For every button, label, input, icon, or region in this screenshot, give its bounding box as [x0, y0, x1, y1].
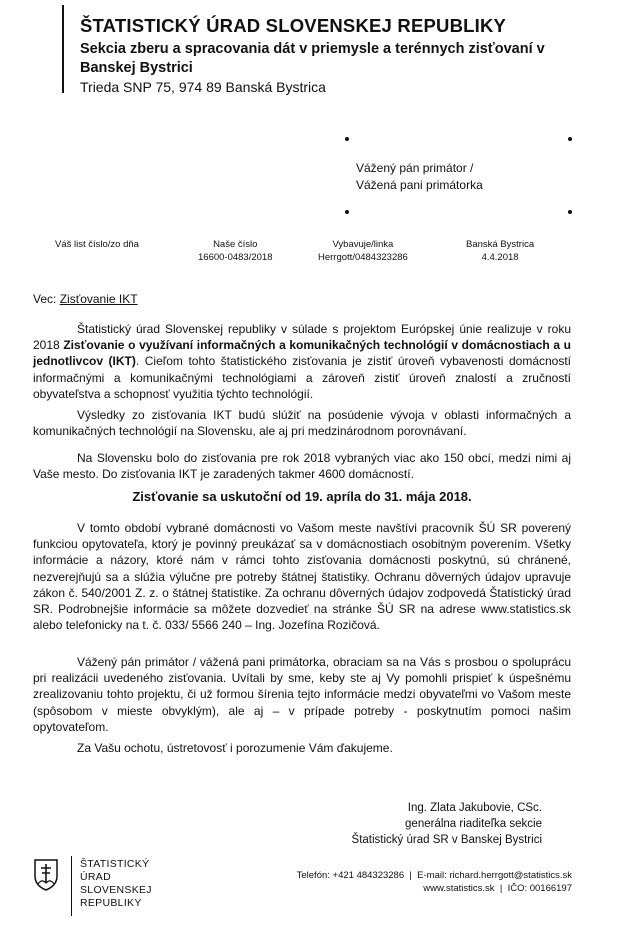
footer-web[interactable]: www.statistics.sk: [423, 883, 495, 894]
subject-line: [33, 292, 138, 306]
ref-our-number-value: 16600-0483/2018: [198, 252, 273, 263]
signature-name: Ing. Zlata Jakubovie, CSc.: [407, 802, 542, 814]
org-title: ŠTATISTICKÝ ÚRAD SLOVENSKEJ REPUBLIKY: [80, 15, 507, 36]
footer-phone: Telefón: +421 484323286: [296, 870, 405, 881]
paragraph-2: Výsledky zo zisťovania IKT budú slúžiť na posúdenie vývoja v oblasti informačných a komunikačných technológií na Slovensku, ale aj pri medzinárodnom porovnávaní.: [33, 408, 571, 439]
org-section: Sekcia zberu a spracovania dát v priemysle a terénnych zisťovaní v Banskej Bystrici: [80, 41, 545, 76]
logo-line-2: ÚRAD: [80, 871, 111, 883]
slovak-coat-of-arms-icon: [33, 858, 59, 892]
paragraph-1-survey-name: Zisťovanie o využívaní informačných a komunikačných technológií v domácnostiach a u jednotlivcov (IKT): [33, 338, 571, 369]
ref-handled-by: [318, 238, 408, 264]
footer-contact-line-2: [423, 883, 572, 894]
survey-period: Zisťovanie sa uskutoční od 19. apríla do 31. mája 2018.: [132, 489, 472, 504]
recipient-block: [356, 160, 483, 194]
paragraph-1: [33, 321, 571, 402]
paragraph-1-rest: . Cieľom tohto štatistického zisťovania je zistiť úroveň vybavenosti domácností informačnými a komunikačnými technológiami a zároveň zistiť úroveň znalostí a zručností obyvateľstva a schopnosť využitia týchto technológií.: [33, 354, 572, 401]
recipient-line-1: Vážený pán primátor /: [356, 161, 474, 175]
window-mark-top-left: [345, 137, 349, 141]
ref-your-letter-label: Váš list číslo/zo dňa: [55, 239, 139, 250]
paragraph-6: Za Vašu ochotu, ústretovosť i porozumenie Vám ďakujeme.: [77, 741, 393, 755]
ref-our-number-label: Naše číslo: [213, 239, 258, 250]
ref-date: 4.4.2018: [481, 252, 519, 263]
paragraph-5: Vážený pán primátor / vážená pani primátorka, obraciam sa na Vás s prosbou o spoluprácu pri realizácii uvedeného zisťovania. Uvítali by sme, keby ste aj Vy pomohli prispieť k úspešnému zrealizovaniu tohto projektu, či už formou šírenia tejto informácie medzi obyvateľmi vo Vašom meste (spôsobom v mieste obvyklým), ale aj – v prípade potreby - poskytnutím pomoci našim opytovateľom.: [33, 655, 571, 734]
signature-block: [312, 800, 542, 848]
ref-your-letter: [55, 238, 139, 251]
footer-contact-line-1: [297, 870, 572, 881]
footer-logo-text: [80, 858, 152, 910]
footer-separator-1: |: [409, 870, 412, 881]
window-mark-bottom-left: [345, 210, 349, 214]
footer-logo-divider: [71, 856, 72, 916]
paragraph-3: Na Slovensku bolo do zisťovania pre rok 2018 vybraných viac ako 150 obcí, medzi nimi aj Vaše mesto. Do zisťovania IKT je zaradených takmer 4600 domácností.: [33, 451, 571, 482]
ref-handled-label: Vybavuje/linka: [332, 239, 394, 250]
paragraph-1-intro: Štatistický úrad Slovenskej republiky v súlade s projektom Európskej únie realizuje v roku 2018: [33, 322, 571, 353]
paragraph-4: V tomto období vybrané domácnosti vo Vašom meste navštívi pracovník ŠÚ SR poverený funkciou opytovateľa, ktorý je povinný preukázať sa v domácnostiach osobitným poverením. Všetky informácie a názory, ktoré nám v rámci tohto zisťovania domácnosti poskytnú, sú chránené, nezverejňujú sa a slúžia výlučne pre potreby štátnej štatistiky. Ochranu dôverných údajov upravuje zákon č. 540/2001 Z. z. o štátnej štatistike. Za ochranu dôverných údajov zodpovedá Štatistický úrad SR. Podrobnejšie informácie sa môžete dozvedieť na stránke ŠÚ SR na adrese www.statistics.sk alebo telefonicky na t. č. 033/ 5566 240 – Ing. Jozefína Rozičová.: [33, 521, 571, 633]
logo-line-4: REPUBLIKY: [80, 897, 142, 909]
logo-line-3: SLOVENSKEJ: [80, 884, 152, 896]
signature-role: generálna riaditeľka sekcie: [405, 818, 542, 830]
subject-label: Vec:: [33, 292, 57, 306]
header-rule: [62, 5, 64, 93]
footer-email[interactable]: E-mail: richard.herrgott@statistics.sk: [417, 870, 572, 881]
recipient-line-2: Vážená pani primátorka: [356, 178, 483, 192]
ref-handled-value: Herrgott/0484323286: [318, 252, 408, 263]
subject-text: Zisťovanie IKT: [59, 292, 138, 306]
ref-our-number: [198, 238, 273, 264]
signature-org: Štatistický úrad SR v Banskej Bystrici: [351, 834, 542, 846]
footer-separator-2: |: [499, 883, 503, 894]
window-mark-top-right: [568, 137, 572, 141]
org-address: Trieda SNP 75, 974 89 Banská Bystrica: [80, 79, 326, 95]
footer-ico: IČO: 00166197: [507, 883, 572, 894]
window-mark-bottom-right: [568, 210, 572, 214]
logo-line-1: ŠTATISTICKÝ: [80, 858, 150, 870]
ref-place: Banská Bystrica: [466, 239, 535, 250]
ref-place-date: [466, 238, 534, 264]
